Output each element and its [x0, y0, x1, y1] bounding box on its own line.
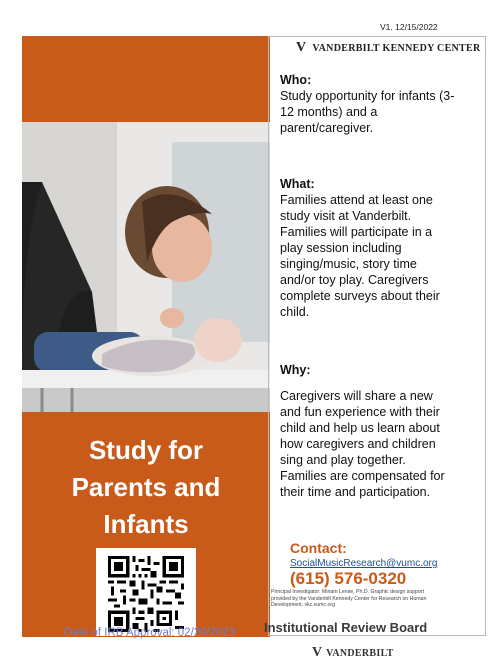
who-text-line: Study opportunity for infants (3-	[280, 89, 455, 103]
contact-heading: Contact:	[290, 540, 347, 556]
what-heading: What:	[280, 177, 315, 191]
why-text-line: and fun experience with their	[280, 405, 440, 419]
who-heading: Who:	[280, 73, 312, 87]
credit-line: Development. vkc.vumc.org	[271, 602, 336, 608]
flyer-title-line: Parents and	[71, 472, 221, 502]
irb-label: Institutional Review Board	[264, 620, 428, 635]
who-section	[280, 72, 480, 136]
flyer-title	[22, 432, 270, 543]
credit-text	[271, 589, 485, 609]
who-text-line: parent/caregiver.	[280, 121, 374, 135]
why-text-line: Caregivers will share a new	[280, 389, 433, 403]
why-text-line: Families are compensated for	[280, 469, 445, 483]
why-text-line: how caregivers and children	[280, 437, 436, 451]
parent-infant-photo	[22, 122, 270, 412]
irb-approval-date: Date of IRB Approval: 02/20/2023	[64, 627, 236, 639]
logo-text: VANDERBILT	[326, 648, 394, 659]
who-text-line: 12 months) and a	[280, 105, 378, 119]
logo-text: VANDERBILT KENNEDY CENTER	[312, 43, 481, 54]
vanderbilt-v-logo-icon: V	[312, 645, 323, 660]
why-text-line: child and help us learn about	[280, 421, 440, 435]
vanderbilt-logo	[312, 645, 394, 661]
what-text-line: play session including	[280, 241, 402, 255]
why-section	[280, 362, 480, 500]
parent-infant-photo-illustration	[22, 122, 270, 412]
qr-code-icon[interactable]	[106, 556, 186, 632]
what-text-line: singing/music, story time	[280, 257, 417, 271]
credit-line: provided by the Vanderbilt Kennedy Center for Research on Human	[271, 595, 427, 602]
what-text-line: child.	[280, 305, 310, 319]
what-text-line: and/or toy play. Caregivers	[280, 273, 429, 287]
credit-line: Principal Investigator: Miriam Lense, Ph.D. Graphic design support	[271, 589, 425, 595]
why-text-line: sing and play together.	[280, 453, 406, 467]
what-text-line: Families attend at least one	[280, 193, 433, 207]
version-label: V1. 12/15/2022	[380, 22, 438, 32]
what-section	[280, 176, 480, 320]
orange-header-band	[22, 36, 270, 122]
vanderbilt-kennedy-center-logo	[296, 40, 481, 56]
what-text-line: complete surveys about their	[280, 289, 440, 303]
flyer-title-line: Infants	[103, 509, 189, 539]
why-heading: Why:	[280, 363, 311, 377]
contact-email-link[interactable]: SocialMusicResearch@vumc.org	[290, 558, 438, 569]
why-text-line: their time and participation.	[280, 485, 431, 499]
vanderbilt-v-logo-icon: V	[296, 40, 307, 55]
flyer-title-line: Study for	[88, 435, 204, 465]
contact-phone: (615) 576-0320	[290, 569, 407, 588]
what-text-line: study visit at Vanderbilt.	[280, 209, 412, 223]
what-text-line: Families will participate in a	[280, 225, 433, 239]
